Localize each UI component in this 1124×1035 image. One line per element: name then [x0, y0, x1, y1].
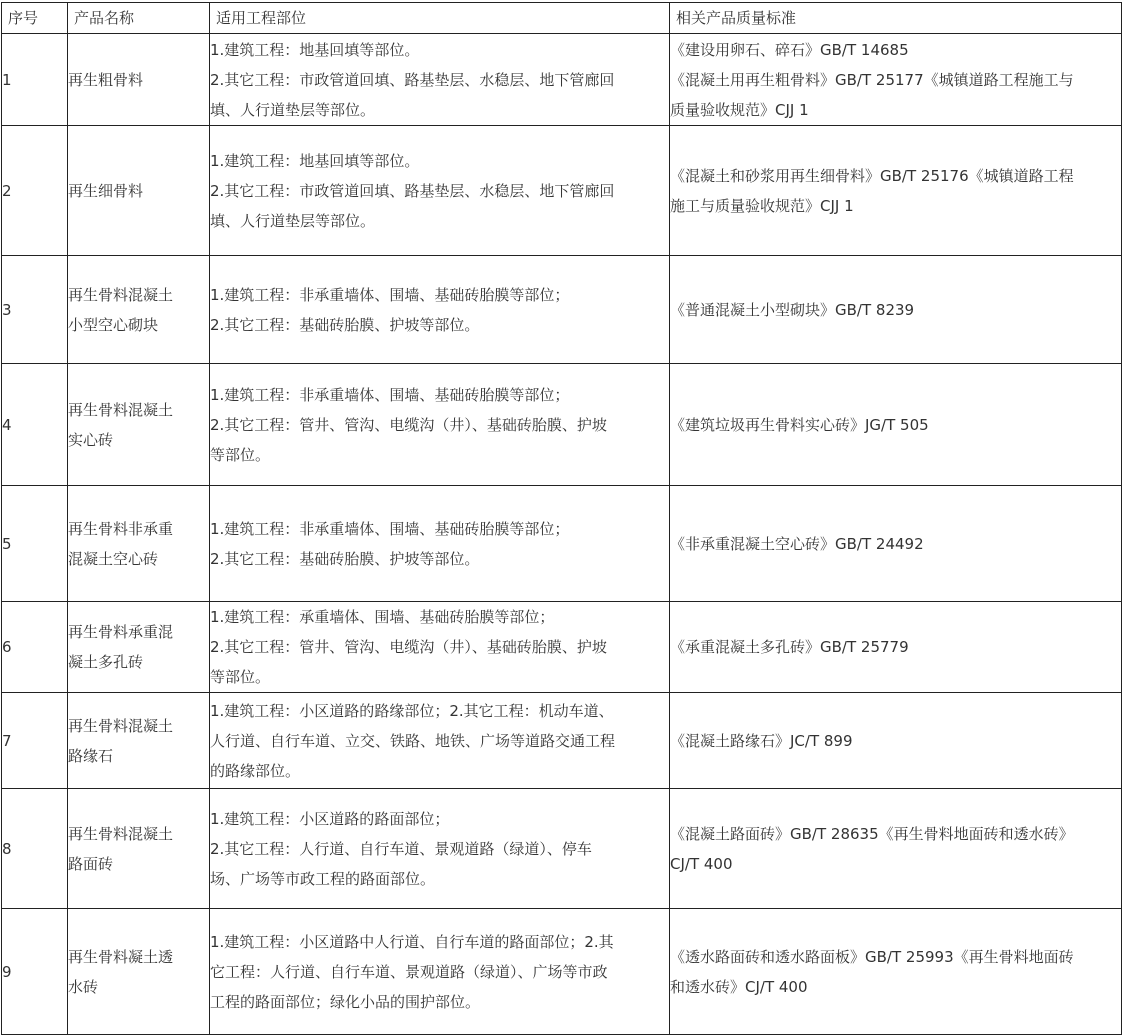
row-number-text: 4 [2, 415, 12, 434]
applicable-parts [210, 909, 670, 1035]
table-row [2, 34, 1122, 126]
row-number-text: 6 [2, 638, 12, 656]
quality-standards [670, 126, 1122, 256]
row-number [2, 789, 68, 909]
quality-standards [670, 486, 1122, 602]
quality-standards-text: 《建筑垃圾再生骨料实心砖》JG/T 505 [670, 415, 929, 434]
row-number [2, 693, 68, 789]
product-name-text: 再生骨料非承重 混凝土空心砖 [68, 519, 174, 568]
quality-standards [670, 256, 1122, 364]
table-row [2, 789, 1122, 909]
product-name [68, 256, 210, 364]
applicable-parts [210, 364, 670, 486]
quality-standards-text: 《承重混凝土多孔砖》GB/T 25779 [670, 638, 909, 656]
quality-standards [670, 789, 1122, 909]
quality-standards-text: 《建设用卵石、碎石》GB/T 14685 《混凝土用再生粗骨料》GB/T 25177《城镇道路工程施工与 质量验收规范》CJJ 1 [670, 40, 1074, 119]
quality-standards-text: 《混凝土和砂浆用再生细骨料》GB/T 25176《城镇道路工程 施工与质量验收规范》CJJ 1 [670, 166, 1074, 215]
row-number-text: 9 [2, 962, 12, 981]
quality-standards-text: 《普通混凝土小型砌块》GB/T 8239 [670, 300, 915, 319]
product-name-text: 再生骨料混凝土 路面砖 [68, 824, 174, 873]
applicable-parts [210, 34, 670, 126]
row-number-text: 2 [2, 181, 12, 200]
product-name [68, 602, 210, 693]
product-name-text: 再生骨料混凝土 小型空心砌块 [68, 285, 174, 334]
applicable-parts-text: 1.建筑工程：非承重墙体、围墙、基础砖胎膜等部位； 2.其它工程：基础砖胎膜、护坡等部位。 [210, 285, 570, 334]
table-row [2, 693, 1122, 789]
applicable-parts-text: 1.建筑工程：非承重墙体、围墙、基础砖胎膜等部位； 2.其它工程：管井、管沟、电缆沟（井）、基础砖胎膜、护坡 等部位。 [210, 385, 607, 464]
header-applicable-parts: 适用工程部位 [210, 3, 670, 34]
quality-standards [670, 909, 1122, 1035]
applicable-parts-text: 1.建筑工程：非承重墙体、围墙、基础砖胎膜等部位； 2.其它工程：基础砖胎膜、护坡等部位。 [210, 519, 570, 568]
applicable-parts [210, 789, 670, 909]
row-number-text: 5 [2, 534, 12, 553]
applicable-parts-text: 1.建筑工程：小区道路中人行道、自行车道的路面部位；2.其 它工程：人行道、自行车道、景观道路（绿道）、广场等市政 工程的路面部位；绿化小品的围护部位。 [210, 932, 614, 1011]
header-quality-standards: 相关产品质量标准 [670, 3, 1122, 34]
applicable-parts-text: 1.建筑工程：小区道路的路缘部位；2.其它工程：机动车道、 人行道、自行车道、立交、铁路、地铁、广场等道路交通工程 的路缘部位。 [210, 701, 616, 780]
product-name [68, 34, 210, 126]
standards-table [1, 2, 1122, 1035]
table-row [2, 364, 1122, 486]
product-name-text: 再生骨料混凝土 路缘石 [68, 716, 174, 765]
product-name [68, 909, 210, 1035]
applicable-parts [210, 486, 670, 602]
applicable-parts [210, 256, 670, 364]
product-name-text: 再生粗骨料 [68, 70, 144, 89]
quality-standards [670, 602, 1122, 693]
row-number [2, 364, 68, 486]
quality-standards [670, 693, 1122, 789]
applicable-parts-text: 1.建筑工程：地基回填等部位。 2.其它工程：市政管道回填、路基垫层、水稳层、地下管廊回 填、人行道垫层等部位。 [210, 40, 615, 119]
table-row [2, 486, 1122, 602]
applicable-parts-text: 1.建筑工程：承重墙体、围墙、基础砖胎膜等部位； 2.其它工程：管井、管沟、电缆沟（井）、基础砖胎膜、护坡 等部位。 [210, 608, 607, 686]
product-name-text: 再生骨料承重混 凝土多孔砖 [68, 623, 174, 671]
row-number-text: 8 [2, 839, 12, 858]
header-product-name: 产品名称 [68, 3, 210, 34]
applicable-parts [210, 602, 670, 693]
product-name [68, 364, 210, 486]
table-row [2, 126, 1122, 256]
row-number [2, 909, 68, 1035]
product-name-text: 再生骨料混凝土 实心砖 [68, 400, 174, 449]
table-row [2, 909, 1122, 1035]
header-row [2, 3, 1122, 34]
row-number [2, 126, 68, 256]
product-name [68, 789, 210, 909]
quality-standards-text: 《非承重混凝土空心砖》GB/T 24492 [670, 534, 924, 553]
product-name-text: 再生骨料凝土透 水砖 [68, 947, 174, 996]
applicable-parts-text: 1.建筑工程：地基回填等部位。 2.其它工程：市政管道回填、路基垫层、水稳层、地下管廊回 填、人行道垫层等部位。 [210, 151, 615, 230]
quality-standards [670, 34, 1122, 126]
table-row [2, 256, 1122, 364]
row-number [2, 486, 68, 602]
product-name [68, 486, 210, 602]
table-row [2, 602, 1122, 693]
row-number-text: 7 [2, 731, 12, 750]
row-number [2, 34, 68, 126]
quality-standards-text: 《透水路面砖和透水路面板》GB/T 25993《再生骨料地面砖 和透水砖》CJ/T 400 [670, 947, 1074, 996]
row-number-text: 1 [2, 70, 12, 89]
applicable-parts [210, 126, 670, 256]
header-number: 序号 [2, 3, 68, 34]
quality-standards-text: 《混凝土路面砖》GB/T 28635《再生骨料地面砖和透水砖》 CJ/T 400 [670, 824, 1074, 873]
applicable-parts-text: 1.建筑工程：小区道路的路面部位； 2.其它工程：人行道、自行车道、景观道路（绿道）、停车 场、广场等市政工程的路面部位。 [210, 809, 592, 888]
product-name-text: 再生细骨料 [68, 181, 144, 200]
quality-standards-text: 《混凝土路缘石》JC/T 899 [670, 731, 853, 750]
row-number [2, 602, 68, 693]
row-number [2, 256, 68, 364]
product-name [68, 693, 210, 789]
applicable-parts [210, 693, 670, 789]
product-name [68, 126, 210, 256]
quality-standards [670, 364, 1122, 486]
row-number-text: 3 [2, 300, 12, 319]
